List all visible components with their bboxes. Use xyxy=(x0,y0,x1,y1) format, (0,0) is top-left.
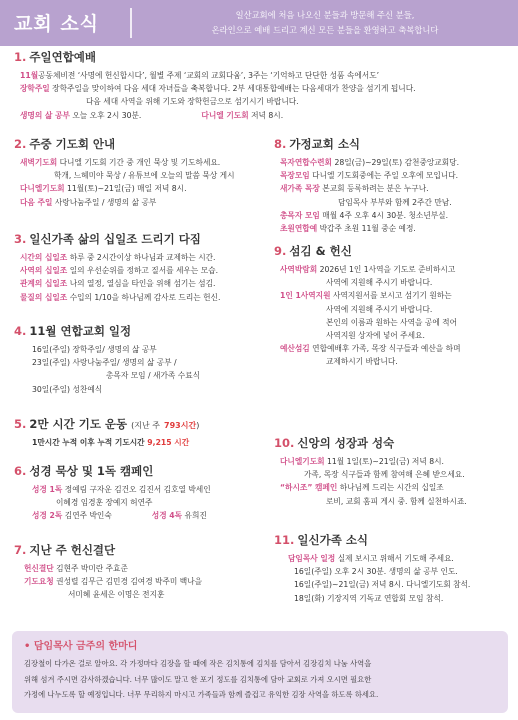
info-line: 교제하시기 바랍니다. xyxy=(326,357,398,367)
info-line: 총목자 모임 매월 4주 오후 4시 30분. 청소년부실. xyxy=(280,210,449,220)
info-line: 30일(주일) 성찬예식 xyxy=(32,384,103,394)
info-line: 새벽기도회 다니엘 기도회 기간 중 개인 묵상 및 기도하세요. xyxy=(20,158,221,167)
info-line: 11월공동체비전 ‘사명에 헌신합시다’, 월별 주제 ‘교회의 교회다움’, 3주는 ‘기억하고 단단한 성품 속에서도’ xyxy=(20,71,380,80)
info-line: 목자연합수련회 28일(금)~29일(토) 감천중앙교회당. xyxy=(280,158,460,167)
info-line: 물질의 십일조 수입의 1/10을 하나님께 감사로 드리는 헌신. xyxy=(20,292,221,302)
section-family-news xyxy=(274,532,514,605)
section-tithe-pledge xyxy=(14,231,269,304)
info-line: 장학주일 장학주일을 맞이하여 다음 세대 자녀들을 축복합니다. 2부 세대통합예배는 다음세대가 찬양을 섬기게 됩니다. xyxy=(20,84,416,94)
info-line: 담임목사 부부와 함께 2주간 만남. xyxy=(338,197,452,207)
info-line: 담임목사 일정 실제 보시고 위해서 기도해 주세요. xyxy=(288,554,454,563)
pastor-message-title: • 담임목사 금주의 한마디 xyxy=(24,641,138,652)
info-line: 학개, 느헤미야 묵상 / 유튜브에 오늘의 말씀 묵상 게시 xyxy=(54,171,235,181)
section-title: 2. 주중 기도회 안내 xyxy=(14,137,116,151)
page-title: 교회 소식 xyxy=(14,13,100,35)
weekly-hours: 793시간 xyxy=(164,421,197,430)
section-prayer-campaign xyxy=(14,416,269,449)
info-line: 성경 2독 김연주 박인숙 성경 4독 유희진 xyxy=(32,511,207,521)
info-line: 성경 1독 정예림 구자운 김건오 김진서 김호열 박세인 xyxy=(32,485,211,494)
info-line: 시간의 십일조 하루 중 2시간이상 하나님과 교제하는 시간. xyxy=(20,253,216,262)
section-title: 6. 성경 묵상 및 1독 캠페인 xyxy=(14,464,154,478)
info-line: 사역에 지원해 주시기 바랍니다. xyxy=(326,278,433,288)
section-commitments xyxy=(14,542,269,602)
pastor-message-box xyxy=(12,631,508,713)
info-line: 새가족 목장 본교회 등록하려는 분은 누구나. xyxy=(280,184,429,194)
section-title: 4. 11월 연합교회 일정 xyxy=(14,324,132,338)
info-line: 사역박람회 2026년 1인 1사역을 기도로 준비하시고 xyxy=(280,265,456,274)
info-line: 본인의 이름과 원하는 사역을 공에 적어 xyxy=(326,317,458,327)
info-line: 서미혜 윤세은 이명은 전지훈 xyxy=(68,590,165,600)
info-line: 다니엘기도회 11월(토)~21일(금) 매일 저녁 8시. xyxy=(20,184,187,194)
info-line: 다음 주일 사랑나눔주일 / 생명의 삶 공부 xyxy=(20,197,157,207)
info-line: 기도요청 권성렬 김무근 김민경 김여경 박주미 백나을 xyxy=(24,577,203,587)
info-line: 가족, 목장 식구들과 함께 참여해 은혜 받으세요. xyxy=(304,470,465,480)
section-number: 1. xyxy=(14,50,27,64)
section-title: 7. 지난 주 헌신결단 xyxy=(14,543,116,557)
header-banner xyxy=(0,0,518,46)
info-line: 로비, 교회 홈피 게시 중. 함께 실천하시죠. xyxy=(326,496,467,506)
header-intro xyxy=(140,8,510,38)
info-line: 생명의 삶 공부 오늘 오후 2시 30분. 다니엘 기도회 저녁 8시. xyxy=(20,110,284,120)
section-bible-reading xyxy=(14,463,269,523)
section-title: 9. 섬김 & 헌신 xyxy=(274,244,352,258)
section-title: 11. 일신가족 소식 xyxy=(274,533,369,547)
info-line: 총목자 모임 / 새가족 수료식 xyxy=(106,371,201,381)
info-line: 16일(주일) 오후 2시 30분. 생명의 삶 공부 인도. xyxy=(294,567,458,577)
section-title-text: 주일연합예배 xyxy=(29,50,97,64)
info-line: 다음 세대 사역을 위해 기도와 장학헌금으로 섬기시기 바랍니다. xyxy=(86,97,299,107)
section-house-church xyxy=(274,136,514,235)
section-prayer-meetings xyxy=(14,136,269,209)
message-line: 위해 섬겨 주시면 감사하겠습니다. 너무 많이도 말고 한 포기 정도를 김치통에 담아 교회로 가져 오시면 필요한 xyxy=(24,674,372,684)
section-service xyxy=(274,243,514,369)
info-line: 예산섬김 연합예배후 가족, 목장 식구들과 예산을 하며 xyxy=(280,344,461,354)
info-line: 18일(화) 기장지역 기독교 연합회 모임 참석. xyxy=(294,593,444,603)
header-divider xyxy=(130,8,132,38)
section-title xyxy=(14,49,514,65)
pastor-message-text xyxy=(24,656,496,703)
info-line: 1인 1사역지원 사역지원서를 보시고 섬기기 원하는 xyxy=(280,291,452,301)
info-line: 사역의 십일조 일의 우선순위를 정하고 질서를 세우는 모습. xyxy=(20,266,219,276)
info-line: 헌신결단 김현주 박미란 주효준 xyxy=(24,564,128,573)
info-line: 초원연합예 박갑주 초원 11월 중순 예정. xyxy=(280,224,416,234)
section-growth xyxy=(274,435,514,508)
info-line: 사역지원 상자에 넣어 주세요. xyxy=(326,331,425,341)
section-title: 3. 일신가족 삶의 십일조 드리기 다짐 xyxy=(14,232,201,246)
info-line: “하시조” 캠페인 하나님께 드리는 시간의 십일조 xyxy=(280,483,444,493)
section-worship xyxy=(14,49,514,122)
info-line: 23일(주일) 사랑나눔주일/ 생명의 삶 공부 / xyxy=(32,358,177,368)
intro-line-1: 일산교회에 처음 나오신 분들과 방문해 주신 분들, xyxy=(235,10,415,20)
info-line: 목장모임 다니엘 기도회중에는 주일 오후에 모입니다. xyxy=(280,171,459,181)
info-line: 관계의 십일조 나의 열정, 열심을 타인을 위해 섬기는 섬김. xyxy=(20,279,216,289)
message-line: 김장철이 다가온 걸로 알아요. 각 가정마다 김장을 할 때에 작은 김치통에 김치를 담아서 김장김치 나눔 사역을 xyxy=(24,659,372,668)
section-november-schedule xyxy=(14,323,269,396)
section-title: 5. 2만 시간 기도 운동 (지난 주 793시간) xyxy=(14,417,200,431)
info-line: 16일(주일) 장학주일/ 생명의 삶 공부 xyxy=(32,345,157,354)
section-title: 10. 신앙의 성장과 성숙 xyxy=(274,436,395,450)
info-line: 사역에 지원해 주시기 바랍니다. xyxy=(326,304,433,314)
info-line: 다니엘기도회 11월 1일(토)~21일(금) 저녁 8시. xyxy=(280,457,444,466)
intro-line-2: 온라인으로 예배 드리고 계신 모든 분들을 환영하고 축복합니다 xyxy=(211,25,439,35)
info-line: 이혜경 임경훈 장예지 허연주 xyxy=(56,498,153,508)
info-line: 1만시간 누적 이후 누적 기도시간 9,215 시간 xyxy=(32,438,190,447)
message-line: 가정에 나누도록 할 예정입니다. 너무 무리하지 마시고 가족들과 함께 즐겁고 유익한 김장 사역을 하도록 하세요. xyxy=(24,690,379,699)
section-title: 8. 가정교회 소식 xyxy=(274,137,361,151)
info-line: 16일(주일)~21일(금) 저녁 8시. 다니엘기도회 참석. xyxy=(294,580,471,590)
total-hours: 9,215 시간 xyxy=(147,438,190,447)
